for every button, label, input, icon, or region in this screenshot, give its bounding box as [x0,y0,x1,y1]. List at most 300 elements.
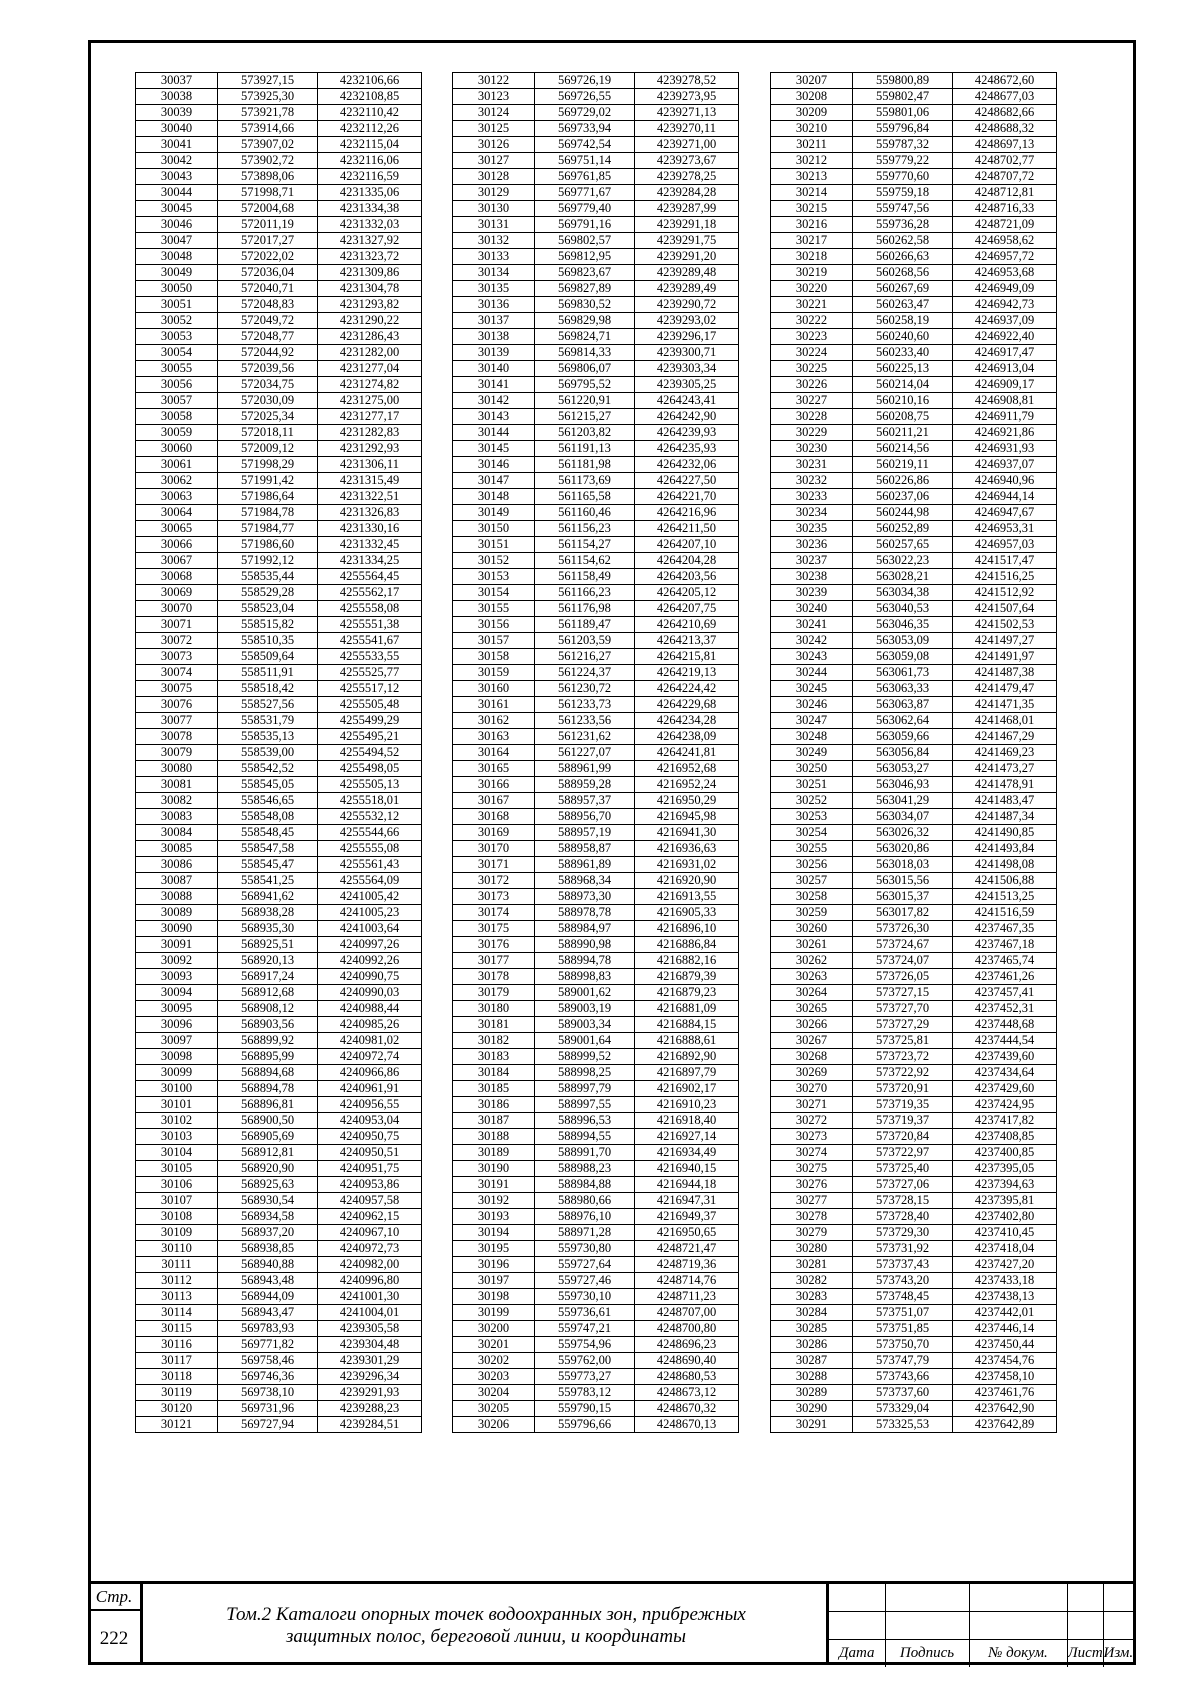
point-number-cell: 30092 [136,953,218,969]
point-number-cell: 30080 [136,761,218,777]
point-number-cell: 30237 [771,553,853,569]
coordinate-y-cell: 4241469,23 [953,745,1057,761]
page-number-cell [88,1584,143,1665]
coordinate-y-cell: 4264203,56 [635,569,739,585]
coordinate-y-cell: 4246911,79 [953,409,1057,425]
coordinate-y-cell: 4241502,53 [953,617,1057,633]
coordinate-y-cell: 4239293,02 [635,313,739,329]
coordinate-y-cell: 4241497,27 [953,633,1057,649]
point-number-cell: 30236 [771,537,853,553]
point-number-cell: 30247 [771,713,853,729]
coordinate-x-cell: 588999,52 [535,1049,635,1065]
coordinate-x-cell: 568895,99 [218,1049,318,1065]
coordinate-y-cell: 4237457,41 [953,985,1057,1001]
table-row [771,1369,1057,1385]
table-row [453,265,739,281]
table-row [453,105,739,121]
signature-cell [829,1584,885,1612]
coordinate-x-cell: 588984,88 [535,1177,635,1193]
table-row [136,1289,422,1305]
coordinate-y-cell: 4240961,91 [318,1081,422,1097]
coordinate-x-cell: 572004,68 [218,201,318,217]
coordinate-x-cell: 572011,19 [218,217,318,233]
table-row [136,729,422,745]
coordinate-y-cell: 4231323,72 [318,249,422,265]
coordinate-x-cell: 588998,83 [535,969,635,985]
point-number-cell: 30204 [453,1385,535,1401]
coordinate-y-cell: 4216952,68 [635,761,739,777]
coordinate-y-cell: 4246940,96 [953,473,1057,489]
table-row [136,505,422,521]
coordinate-y-cell: 4237442,01 [953,1305,1057,1321]
coordinate-y-cell: 4255499,29 [318,713,422,729]
point-number-cell: 30085 [136,841,218,857]
coordinate-x-cell: 572022,02 [218,249,318,265]
point-number-cell: 30282 [771,1273,853,1289]
coordinate-x-cell: 559770,60 [853,169,953,185]
coordinate-y-cell: 4240996,80 [318,1273,422,1289]
point-number-cell: 30045 [136,201,218,217]
coordinate-y-cell: 4248711,23 [635,1289,739,1305]
coordinate-y-cell: 4216879,39 [635,969,739,985]
coordinate-y-cell: 4241483,47 [953,793,1057,809]
coordinate-y-cell: 4248680,53 [635,1369,739,1385]
point-number-cell: 30169 [453,825,535,841]
table-row [136,73,422,89]
coordinate-x-cell: 573719,37 [853,1113,953,1129]
coordinate-y-cell: 4237433,18 [953,1273,1057,1289]
coordinate-y-cell: 4232112,26 [318,121,422,137]
coordinate-x-cell: 561216,27 [535,649,635,665]
coordinate-y-cell: 4239288,23 [318,1401,422,1417]
coordinate-y-cell: 4264229,68 [635,697,739,713]
point-number-cell: 30053 [136,329,218,345]
point-number-cell: 30258 [771,889,853,905]
signature-cell [1103,1612,1133,1640]
table-row [136,1001,422,1017]
table-row [136,1129,422,1145]
coordinate-x-cell: 568925,63 [218,1177,318,1193]
point-number-cell: 30157 [453,633,535,649]
coordinate-y-cell: 4237454,76 [953,1353,1057,1369]
coordinate-y-cell: 4231309,86 [318,265,422,281]
point-number-cell: 30099 [136,1065,218,1081]
coordinate-x-cell: 569726,19 [535,73,635,89]
coordinate-y-cell: 4240953,86 [318,1177,422,1193]
table-row [136,1033,422,1049]
coordinate-x-cell: 573720,91 [853,1081,953,1097]
coordinate-x-cell: 558529,28 [218,585,318,601]
coordinate-x-cell: 563061,73 [853,665,953,681]
coordinate-y-cell: 4239291,20 [635,249,739,265]
point-number-cell: 30254 [771,825,853,841]
table-row [136,313,422,329]
coordinate-x-cell: 563034,07 [853,809,953,825]
point-number-cell: 30042 [136,153,218,169]
coordinate-y-cell: 4237642,89 [953,1417,1057,1433]
coordinate-x-cell: 568894,78 [218,1081,318,1097]
table-row [771,537,1057,553]
coordinate-y-cell: 4255564,09 [318,873,422,889]
coordinate-x-cell: 588973,30 [535,889,635,905]
point-number-cell: 30047 [136,233,218,249]
point-number-cell: 30040 [136,121,218,137]
table-row [771,281,1057,297]
coordinate-y-cell: 4241487,38 [953,665,1057,681]
point-number-cell: 30290 [771,1401,853,1417]
coordinate-x-cell: 569746,36 [218,1369,318,1385]
point-number-cell: 30203 [453,1369,535,1385]
coordinate-x-cell: 558509,64 [218,649,318,665]
coordinate-y-cell: 4246921,86 [953,425,1057,441]
table-row [771,1401,1057,1417]
coordinate-x-cell: 563059,66 [853,729,953,745]
point-number-cell: 30120 [136,1401,218,1417]
point-number-cell: 30115 [136,1321,218,1337]
table-row [771,1177,1057,1193]
point-number-cell: 30174 [453,905,535,921]
point-number-cell: 30233 [771,489,853,505]
table-row [136,265,422,281]
coordinate-y-cell: 4240981,02 [318,1033,422,1049]
table-row [771,921,1057,937]
point-number-cell: 30070 [136,601,218,617]
point-number-cell: 30253 [771,809,853,825]
coordinate-y-cell: 4248702,77 [953,153,1057,169]
table-row [136,713,422,729]
coordinate-x-cell: 560226,86 [853,473,953,489]
coordinate-y-cell: 4248712,81 [953,185,1057,201]
coordinate-x-cell: 588996,53 [535,1113,635,1129]
table-row [453,297,739,313]
table-row [771,169,1057,185]
coordinate-y-cell: 4241005,42 [318,889,422,905]
coordinate-y-cell: 4240956,55 [318,1097,422,1113]
point-number-cell: 30242 [771,633,853,649]
coordinate-x-cell: 569742,54 [535,137,635,153]
coordinate-x-cell: 569783,93 [218,1321,318,1337]
coordinate-x-cell: 573725,81 [853,1033,953,1049]
coordinate-x-cell: 568938,85 [218,1241,318,1257]
table-row [453,169,739,185]
point-number-cell: 30091 [136,937,218,953]
point-number-cell: 30271 [771,1097,853,1113]
coordinate-x-cell: 572025,34 [218,409,318,425]
point-number-cell: 30222 [771,313,853,329]
coordinate-x-cell: 560258,19 [853,313,953,329]
coordinate-x-cell: 561233,73 [535,697,635,713]
table-row [136,1385,422,1401]
column-label-signature: Подпись [885,1640,969,1668]
coordinate-y-cell: 4231330,16 [318,521,422,537]
point-number-cell: 30138 [453,329,535,345]
coordinate-x-cell: 560210,16 [853,393,953,409]
point-number-cell: 30051 [136,297,218,313]
coordinate-y-cell: 4216882,16 [635,953,739,969]
table-row [453,585,739,601]
coordinate-y-cell: 4264204,28 [635,553,739,569]
table-row [136,121,422,137]
point-number-cell: 30176 [453,937,535,953]
coordinate-y-cell: 4264205,12 [635,585,739,601]
table-row [771,953,1057,969]
table-row [136,361,422,377]
table-row [136,329,422,345]
coordinate-x-cell: 560268,56 [853,265,953,281]
document-title-line-1: Том.2 Каталоги опорных точек водоохранных зон, прибрежных [226,1604,746,1625]
coordinate-x-cell: 561158,49 [535,569,635,585]
coordinates-table-left [135,72,422,1433]
coordinate-y-cell: 4248670,13 [635,1417,739,1433]
coordinate-y-cell: 4237424,95 [953,1097,1057,1113]
coordinate-y-cell: 4264232,06 [635,457,739,473]
table-row [453,633,739,649]
coordinate-y-cell: 4216884,15 [635,1017,739,1033]
table-row [771,137,1057,153]
table-row [453,873,739,889]
table-row [453,233,739,249]
coordinate-y-cell: 4239289,48 [635,265,739,281]
point-number-cell: 30046 [136,217,218,233]
coordinate-x-cell: 558510,35 [218,633,318,649]
table-row [771,1225,1057,1241]
coordinate-y-cell: 4237400,85 [953,1145,1057,1161]
table-row [453,617,739,633]
coordinate-y-cell: 4241478,91 [953,777,1057,793]
coordinate-y-cell: 4264241,81 [635,745,739,761]
coordinate-y-cell: 4241479,47 [953,681,1057,697]
coordinate-y-cell: 4237452,31 [953,1001,1057,1017]
coordinate-x-cell: 558518,42 [218,681,318,697]
table-row [771,793,1057,809]
coordinate-y-cell: 4241507,64 [953,601,1057,617]
table-row [453,553,739,569]
coordinate-y-cell: 4240950,75 [318,1129,422,1145]
table-row [136,857,422,873]
table-row [136,585,422,601]
table-row [771,873,1057,889]
coordinate-x-cell: 561220,91 [535,393,635,409]
coordinate-y-cell: 4237429,60 [953,1081,1057,1097]
table-row [771,1145,1057,1161]
coordinate-x-cell: 563022,23 [853,553,953,569]
table-row [136,1065,422,1081]
point-number-cell: 30170 [453,841,535,857]
table-row [136,889,422,905]
table-row [453,649,739,665]
point-number-cell: 30283 [771,1289,853,1305]
table-row [771,1417,1057,1433]
table-row [136,777,422,793]
point-number-cell: 30263 [771,969,853,985]
table-row [453,1305,739,1321]
table-row [453,249,739,265]
point-number-cell: 30226 [771,377,853,393]
table-row [453,1241,739,1257]
coordinate-y-cell: 4216902,17 [635,1081,739,1097]
table-row [771,377,1057,393]
coordinate-x-cell: 572018,11 [218,425,318,441]
column-label-date: Дата [829,1640,885,1668]
coordinate-x-cell: 560263,47 [853,297,953,313]
coordinate-x-cell: 568894,68 [218,1065,318,1081]
table-row [771,393,1057,409]
table-row [453,281,739,297]
coordinate-y-cell: 4231326,83 [318,505,422,521]
table-row [453,793,739,809]
table-row [453,537,739,553]
point-number-cell: 30248 [771,729,853,745]
table-row [453,1017,739,1033]
table-row [453,489,739,505]
point-number-cell: 30151 [453,537,535,553]
point-number-cell: 30069 [136,585,218,601]
point-number-cell: 30110 [136,1241,218,1257]
table-row [771,825,1057,841]
coordinate-y-cell: 4246937,07 [953,457,1057,473]
coordinate-x-cell: 559747,56 [853,201,953,217]
coordinate-x-cell: 573727,70 [853,1001,953,1017]
table-row [136,217,422,233]
coordinate-y-cell: 4255498,05 [318,761,422,777]
coordinates-table-right [770,72,1057,1433]
table-row [453,1001,739,1017]
point-number-cell: 30103 [136,1129,218,1145]
signature-cell [885,1584,969,1612]
point-number-cell: 30154 [453,585,535,601]
coordinate-y-cell: 4216892,90 [635,1049,739,1065]
table-row [136,1369,422,1385]
coordinate-y-cell: 4246953,68 [953,265,1057,281]
point-number-cell: 30167 [453,793,535,809]
table-row [453,1257,739,1273]
coordinate-x-cell: 568920,90 [218,1161,318,1177]
coordinate-x-cell: 573743,66 [853,1369,953,1385]
point-number-cell: 30272 [771,1113,853,1129]
coordinate-x-cell: 559727,64 [535,1257,635,1273]
coordinate-x-cell: 571986,60 [218,537,318,553]
table-row [136,953,422,969]
coordinate-y-cell: 4239291,75 [635,233,739,249]
coordinate-y-cell: 4255525,77 [318,665,422,681]
coordinate-x-cell: 561233,56 [535,713,635,729]
coordinate-y-cell: 4240990,03 [318,985,422,1001]
coordinate-y-cell: 4241513,25 [953,889,1057,905]
coordinate-x-cell: 588957,19 [535,825,635,841]
table-row [771,425,1057,441]
coordinate-y-cell: 4231274,82 [318,377,422,393]
table-row [136,745,422,761]
table-row [136,1209,422,1225]
point-number-cell: 30128 [453,169,535,185]
point-number-cell: 30184 [453,1065,535,1081]
coordinate-y-cell: 4248688,32 [953,121,1057,137]
coordinate-x-cell: 588984,97 [535,921,635,937]
coordinate-x-cell: 573748,45 [853,1289,953,1305]
table-row [771,345,1057,361]
coordinate-y-cell: 4248696,23 [635,1337,739,1353]
coordinate-y-cell: 4248682,66 [953,105,1057,121]
table-row [136,1161,422,1177]
coordinate-y-cell: 4216905,33 [635,905,739,921]
table-row [771,553,1057,569]
coordinate-x-cell: 569802,57 [535,233,635,249]
point-number-cell: 30153 [453,569,535,585]
point-number-cell: 30200 [453,1321,535,1337]
table-row [453,777,739,793]
coordinate-x-cell: 560211,21 [853,425,953,441]
point-number-cell: 30147 [453,473,535,489]
coordinate-y-cell: 4241498,08 [953,857,1057,873]
table-row [771,201,1057,217]
table-row [136,521,422,537]
coordinate-y-cell: 4231334,25 [318,553,422,569]
coordinate-x-cell: 560262,58 [853,233,953,249]
point-number-cell: 30111 [136,1257,218,1273]
table-row [453,1081,739,1097]
point-number-cell: 30180 [453,1001,535,1017]
table-row [771,1385,1057,1401]
table-row [136,409,422,425]
point-number-cell: 30182 [453,1033,535,1049]
table-row [453,329,739,345]
coordinate-x-cell: 563046,35 [853,617,953,633]
coordinate-x-cell: 572039,56 [218,361,318,377]
table-row [771,585,1057,601]
table-row [771,473,1057,489]
table-row [453,137,739,153]
coordinate-x-cell: 573725,40 [853,1161,953,1177]
coordinate-x-cell: 573747,79 [853,1353,953,1369]
coordinate-x-cell: 573724,67 [853,937,953,953]
point-number-cell: 30109 [136,1225,218,1241]
point-number-cell: 30206 [453,1417,535,1433]
table-row [136,825,422,841]
coordinate-y-cell: 4240988,44 [318,1001,422,1017]
point-number-cell: 30064 [136,505,218,521]
coordinate-y-cell: 4264207,75 [635,601,739,617]
table-row [136,553,422,569]
page-number: 222 [99,1628,129,1649]
point-number-cell: 30238 [771,569,853,585]
coordinate-y-cell: 4239284,28 [635,185,739,201]
table-row [771,601,1057,617]
coordinate-y-cell: 4239296,34 [318,1369,422,1385]
point-number-cell: 30208 [771,89,853,105]
coordinate-x-cell: 568900,50 [218,1113,318,1129]
point-number-cell: 30266 [771,1017,853,1033]
coordinate-x-cell: 589003,19 [535,1001,635,1017]
signature-cell [885,1612,969,1640]
point-number-cell: 30277 [771,1193,853,1209]
coordinate-y-cell: 4216934,49 [635,1145,739,1161]
coordinate-x-cell: 569758,46 [218,1353,318,1369]
coordinate-x-cell: 588988,23 [535,1161,635,1177]
coordinate-y-cell: 4239271,13 [635,105,739,121]
table-row [136,377,422,393]
point-number-cell: 30149 [453,505,535,521]
coordinate-y-cell: 4240950,51 [318,1145,422,1161]
coordinate-x-cell: 569771,82 [218,1337,318,1353]
coordinate-x-cell: 558548,45 [218,825,318,841]
coordinate-x-cell: 558546,65 [218,793,318,809]
coordinate-y-cell: 4239289,49 [635,281,739,297]
coordinate-x-cell: 568908,12 [218,1001,318,1017]
table-row [136,1321,422,1337]
point-number-cell: 30065 [136,521,218,537]
coordinate-y-cell: 4231315,49 [318,473,422,489]
coordinate-y-cell: 4264242,90 [635,409,739,425]
